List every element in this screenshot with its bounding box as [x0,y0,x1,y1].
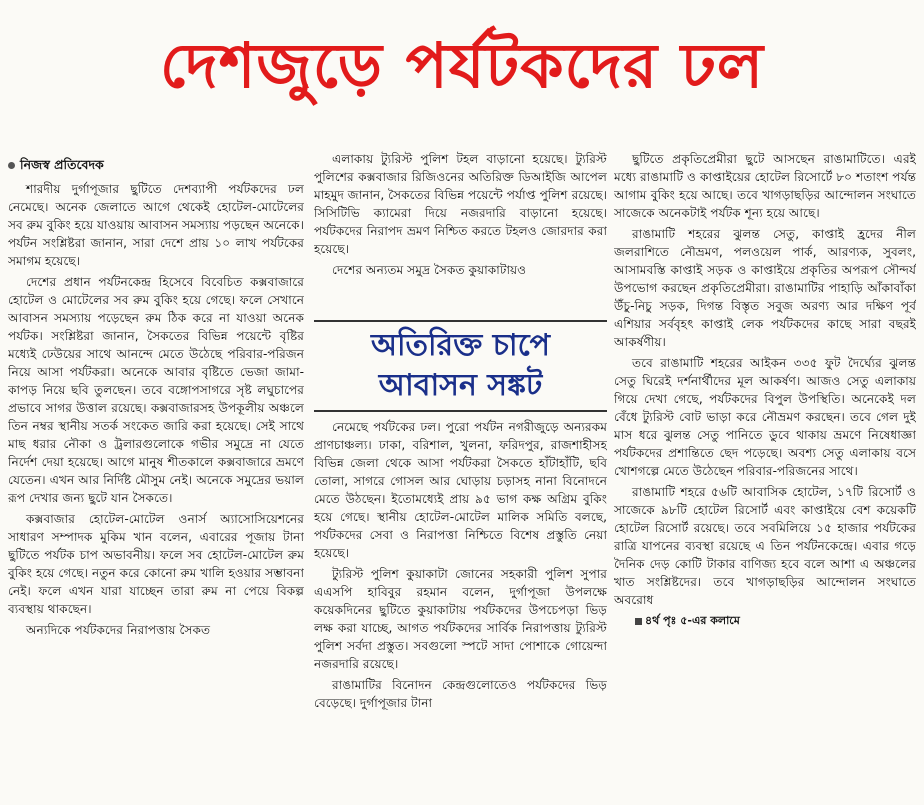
paragraph: ছুটিতে প্রকৃতিপ্রেমীরা ছুটে আসছেন রাঙামাটিতে। এরই মধ্যে রাঙামাটি ও কাপ্তাইয়ের হোটেল রিসোর্টে ৮০ শতাংশ পর্যন্ত আগাম বুকিং হয়ে আছে। তবে খাগড়াছড়ির আন্দোলন সংঘাতে সাজেকে অনেকটাই পর্যটক শূন্য হয়ে আছে। [614,152,916,220]
column-3 [614,150,916,800]
column-2 [314,150,607,800]
column-2-top [314,150,607,310]
column-1 [8,150,304,800]
paragraph: শারদীয় দুর্গাপূজার ছুটিতে দেশব্যাপী পর্যটকদের ঢল নেমেছে। অনেক জেলাতে আগে থেকেই হোটেল-মোটেলের সব রুম বুকিং হয়ে যাওয়ায় আবাসন সমস্যায় পড়ছেন অনেকে। পর্যটন সংশ্লিষ্টরা জানান, সারা দেশে প্রায় ১০ লাখ পর্যটকের সমাগম হয়েছে। [8,182,304,268]
byline [8,156,304,174]
paragraph: ট্যুরিস্ট পুলিশ কুয়াকাটা জোনের সহকারী পুলিশ সুপার এএসপি হাবিবুর রহমান বলেন, দুর্গাপূজা উপলক্ষে কয়েকদিনের ছুটিতে কুয়াকাটায় পর্যটকদের উপচেপড়া ভিড় লক্ষ করা যাচ্ছে, আগত পর্যটকদের সার্বিক নিরাপত্তায় ট্যুরিস্ট পুলিশ সর্বদা প্রস্তুত। সবগুলো স্পটে সাদা পোশাকে গোয়েন্দা নজরদারি রয়েছে। [314,567,607,671]
paragraph: রাঙামাটি শহরে ৫৬টি আবাসিক হোটেল, ১৭টি রিসোর্ট ও সাজেকে ৯৮টি হোটেল রিসোর্ট এবং কাপ্তাইয়ে বেশ কয়েকটি হোটেল রিসোর্ট রয়েছে। তবে সবমিলিয়ে ১৫ হাজার পর্যটকের রাত্রি যাপনের ব্যবস্থা রয়েছে এ তিন পর্যটনকেন্দ্রে। এবার গড়ে দৈনিক দেড় কোটি টাকার বাণিজ্য হবে বলে আশা এ অঞ্চলের খাত সংশ্লিষ্টদের। তবে খাগড়াছড়ির আন্দোলন সংঘাতে অবরোধ [614,485,916,607]
paragraph: নেমেছে পর্যটকের ঢল। পুরো পর্যটন নগরীজুড়ে অন্যরকম প্রাণচাঞ্চল্য। ঢাকা, বরিশাল, খুলনা, ফরিদপুর, রাজশাহীসহ বিভিন্ন জেলা থেকে আসা পর্যটকরা সৈকতে হাঁটাহাঁটি, ছবি তোলা, সাগরে গোসল আর ঘোড়ায় চড়াসহ নানা বিনোদনে মেতে উঠছেন। ইতোমধ্যেই প্রায় ৯৫ ভাগ কক্ষ অগ্রিম বুকিং হয়ে গেছে। স্থানীয় হোটেল-মোটেল মালিক সমিতি বলছে, পর্যটকদের সেবা ও নিরাপত্তা নিশ্চিতে বিশেষ প্রস্তুতি নেয়া হয়েছে। [314,420,607,560]
square-bullet-icon [635,618,642,625]
continuation-note [614,612,916,630]
subheadline-line: আবাসন সঙ্কট [378,368,543,403]
divider [314,320,607,322]
headline: দেশজুড়ে পর্যটকদের ঢল [159,29,765,102]
subheadline [314,326,607,406]
paragraph: রাঙামাটি শহরের ঝুলন্ত সেতু, কাপ্তাই হ্রদের নীল জলরাশিতে নৌভ্রমণ, পলওয়েল পার্ক, আরণ্যক, সুবলং, আসামবস্তি কাপ্তাই সড়ক ও কাপ্তাইয়ে প্রকৃতির অপরূপ সৌন্দর্য উপভোগ করছেন প্রকৃতিপ্রেমীরা। রাঙামাটির পাহাড়ি আঁকাবাঁকা উঁচু-নিচু সড়ক, দিগন্ত বিস্তৃত সবুজ অরণ্য আর দক্ষিণ পূর্ব এশিয়ার সর্ববৃহৎ কাপ্তাই লেক পর্যটকদের কাছে সারা বছরই আকর্ষণীয়। [614,227,916,349]
paragraph: দেশের প্রধান পর্যটনকেন্দ্র হিসেবে বিবেচিত কক্সবাজারে হোটেল ও মোটেলের সব রুম বুকিং হয়ে গেছে। ফলে সেখানে আবাসন সমস্যায় পড়েছেন রুম ঠিক করে না যাওয়া অনেক পর্যটক। সংশ্লিষ্টরা জানান, সৈকতের বিভিন্ন পয়েন্টে বৃষ্টির মধ্যেই ঢেউয়ের সাথে আনন্দে মেতে উঠেছে পরিবার-পরিজন নিয়ে আসা পর্যটকরা। অনেকে আবার বৃষ্টিতে ভেজা জামা-কাপড় নিয়ে ছবি তুলছেন। তবে বঙ্গোপসাগরে সৃষ্ট লঘুচাপের প্রভাবে সাগর উত্তাল রয়েছে। কক্সবাজারসহ উপকূলীয় অঞ্চলে তিন নম্বর স্থানীয় সতর্ক সংকেত জারি করা হয়েছে। সেই সাথে মাছ ধরার নৌকা ও ট্রলারগুলোকে গভীর সমুদ্রে না যেতে নির্দেশ দেয়া হয়েছে। আগে মানুষ শীতকালে কক্সবাজারে ভ্রমণে যেতেন। এখন আর নির্দিষ্ট মৌসুম নেই। অনেকে সমুদ্রের ভয়াল রূপ দেখার জন্য ছুটে যান সৈকতে। [8,275,304,505]
divider [314,410,607,412]
subheadline-line: অতিরিক্ত চাপে [370,328,551,363]
paragraph: এলাকায় ট্যুরিস্ট পুলিশ টহল বাড়ানো হয়েছে। ট্যুরিস্ট পুলিশের কক্সবাজার রিজিওনের অতিরিক্ত ডিআইজি আপেল মাহমুদ জানান, সৈকতের বিভিন্ন পয়েন্টে পর্যাপ্ত পুলিশ রয়েছে। সিসিটিভি ক্যামেরা দিয়ে নজরদারি বাড়ানো হয়েছে। পর্যটকদের নিরাপদ ভ্রমণ নিশ্চিত করতে টহলও জোরদার করা হয়েছে। [314,152,607,256]
column-2-bottom [314,418,607,798]
paragraph: রাঙামাটির বিনোদন কেন্দ্রগুলোতেও পর্যটকদের ভিড় বেড়েছে। দুর্গাপূজার টানা [314,678,607,710]
paragraph: কক্সবাজার হোটেল-মোটেল ওনার্স অ্যাসোসিয়েশনের সাধারণ সম্পাদক মুকিম খান বলেন, এবারের পূজায় টানা ছুটিতে পর্যটক চাপ অভাবনীয়। ফলে সব হোটেল-মোটেল রুম বুকিং হয়ে গেছে। নতুন করে কোনো রুম খালি হওয়ার সম্ভাবনা নেই। ফলে এখন যারা যাচ্ছেন তারা রুম না পেয়ে বিকল্প ব্যবস্থায় থাকছেন। [8,512,304,616]
paragraph: দেশের অন্যতম সমুদ্র সৈকত কুয়াকাটায়ও [332,263,527,277]
continuation-text: ৪র্থ পৃঃ ৫-এর কলামে [645,614,740,627]
bullet-icon [8,162,15,169]
subheadline-box [314,310,607,418]
byline-text: নিজস্ব প্রতিবেদক [20,157,104,172]
paragraph: অন্যদিকে পর্যটকদের নিরাপত্তায় সৈকত [26,623,211,637]
paragraph: তবে রাঙামাটি শহরের আইকন ৩৩৫ ফুট দৈর্ঘ্যের ঝুলন্ত সেতু ঘিরেই দর্শনার্থীদের মূল আকর্ষণ। আজও সেতু এলাকায় গিয়ে দেখা গেছে, পর্যটকদের বিপুল উপস্থিতি। অনেকেই দল বেঁধে ট্যুরিস্ট বোট ভাড়া করে নৌভ্রমণ করছেন। তবে গেল দুই মাস ধরে ঝুলন্ত সেতু পানিতে ডুবে থাকায় ভ্রমণে নিষেধাজ্ঞা পর্যটকদের প্রশান্তিতে ছেদ পড়েছে। অবশ্য সেতু এলাকায় বসে খোশগল্পে মেতে উঠেছেন পরিবার-পরিজনের সাথে। [614,356,916,478]
